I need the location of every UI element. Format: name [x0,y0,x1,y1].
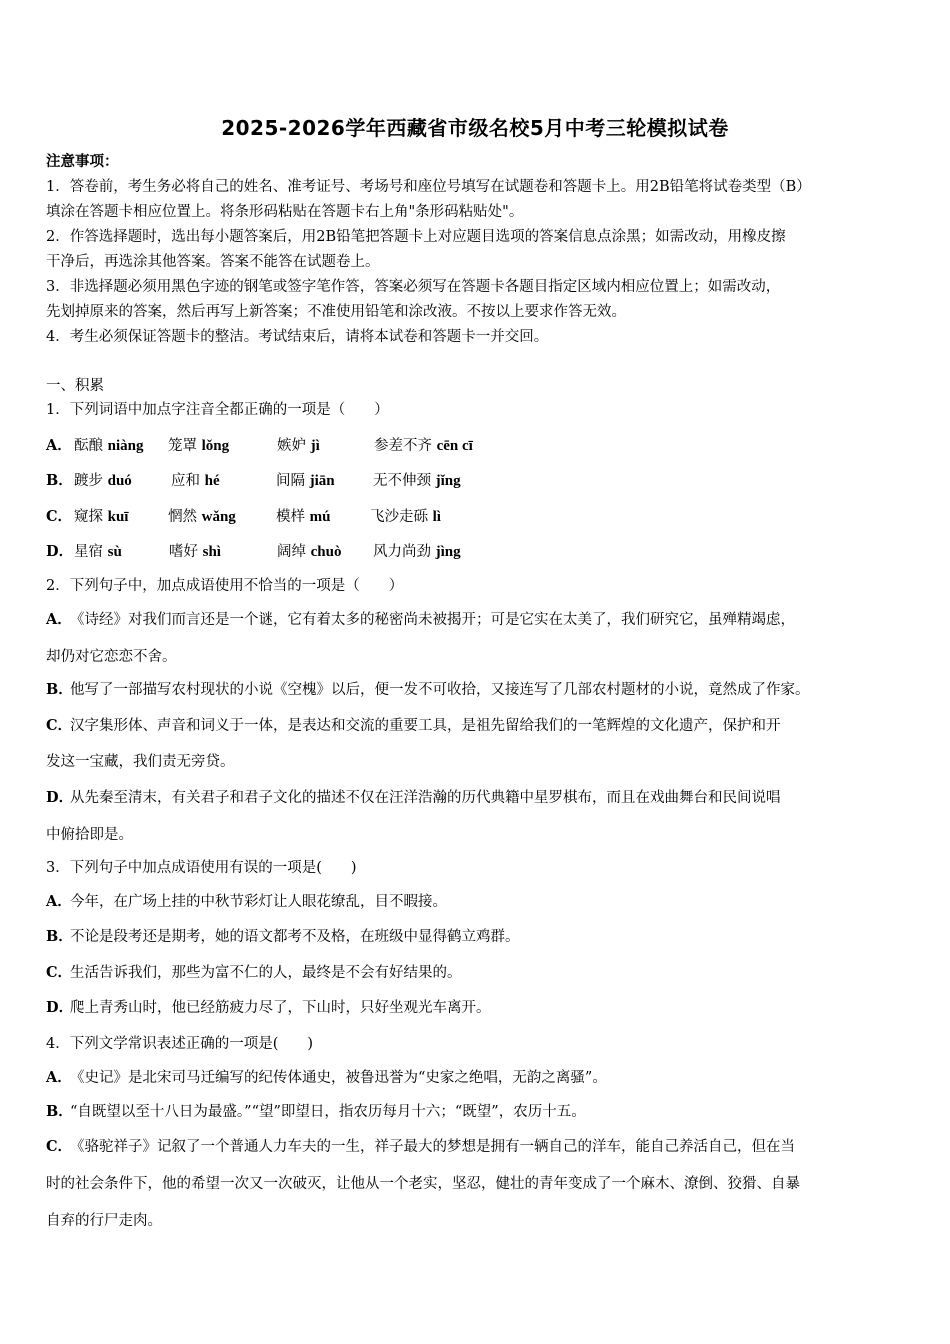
question-3-line: C．生活告诉我们，那些为富不仁的人，最终是不会有好结果的。 [46,964,462,981]
option-word: 风力尚劲 jìng [373,544,461,560]
question-4-line: 时的社会条件下，他的希望一次又一次破灭，让他从一个老实，坚忍，健壮的青年变成了一个麻木、潦倒、狡猾、自暴 [46,1176,800,1192]
option-word: 无不伸颈 jǐng [373,473,461,489]
option-word: 酝酿 niàng [74,438,144,454]
option-word: 惘然 wǎng [168,509,236,525]
question-3-line: D．爬上青秀山时，他已经筋疲力尽了，下山时，只好坐观光车离开。 [46,999,491,1016]
option-word: 参差不齐 cēn cī [374,438,473,454]
question-2-line: 中俯拾即是。 [46,827,133,843]
question-4-line: B．“自既望以至十八日为最盛。”“望”即望日，指农历每月十六；“既望”，农历十五。 [46,1103,586,1120]
option-label: A． [46,437,72,454]
option-label: D． [46,543,74,560]
page-title: 2025-2026学年西藏省市级名校5月中考三轮模拟试卷 [221,116,729,140]
question-2-line: 发这一宝藏，我们责无旁贷。 [46,754,235,770]
question-4-line: A．《史记》是北宋司马迁编写的纪传体通史，被鲁迅誉为“史家之绝唱，无韵之离骚”。 [46,1069,607,1086]
question-3-stem: 3．下列句子中加点成语使用有误的一项是( ) [46,860,357,876]
option-word: 嫉妒 jì [277,438,320,454]
notice-line: 填涂在答题卡相应位置上。将条形码粘贴在答题卡右上角"条形码粘贴处"。 [46,204,524,220]
section-heading: 一、积累 [46,378,104,394]
question-4-line: C．《骆驼祥子》记叙了一个普通人力车夫的一生，祥子最大的梦想是拥有一辆自己的洋车，能自己养活自己，但在当 [46,1138,795,1155]
option-word: 阔绰 chuò [277,544,342,560]
notice-heading: 注意事项： [46,153,119,170]
option-word: 窥探 kuī [74,509,129,525]
option-word: 嗜好 shì [169,544,221,560]
notice-line: 2．作答选择题时，选出每小题答案后，用2B铅笔把答题卡上对应题目选项的答案信息点涂黑；如需改动，用橡皮擦 [46,229,786,245]
question-3-line: A．今年，在广场上挂的中秋节彩灯让人眼花缭乱，目不暇接。 [46,893,447,910]
question-2-line: C．汉字集形体、声音和词义于一体，是表达和交流的重要工具，是祖先留给我们的一笔辉煌的文化遗产，保护和开 [46,717,781,734]
notice-line: 1．答卷前，考生务必将自己的姓名、准考证号、考场号和座位号填写在试题卷和答题卡上。用2B铅笔将试卷类型（B） [46,179,811,195]
question-2-line: B．他写了一部描写农村现状的小说《空槐》以后，便一发不可收拾，又接连写了几部农村题材的小说，竟然成了作家。 [46,681,810,698]
notice-line: 3．非选择题必须用黑色字迹的钢笔或签字笔作答，答案必须写在答题卡各题目指定区域内相应位置上；如需改动， [46,279,781,295]
option-word: 踱步 duó [74,473,132,489]
question-2-stem: 2．下列句子中，加点成语使用不恰当的一项是（ ） [46,578,404,594]
question-4-stem: 4．下列文学常识表述正确的一项是( ) [46,1036,314,1052]
option-word: 星宿 sù [74,544,122,560]
option-word: 模样 mú [276,509,331,525]
option-label: B． [46,472,73,489]
question-2-line: A．《诗经》对我们而言还是一个谜，它有着太多的秘密尚未被揭开；可是它实在太美了，我们研究它，虽殚精竭虑， [46,611,795,628]
question-4-line: 自弃的行尸走肉。 [46,1213,162,1229]
option-word: 飞沙走砾 lì [370,509,441,525]
question-1-stem: 1．下列词语中加点字注音全都正确的一项是（ ） [46,402,389,418]
question-2-line: D．从先秦至清末，有关君子和君子文化的描述不仅在汪洋浩瀚的历代典籍中星罗棋布，而且在戏曲舞台和民间说唱 [46,789,781,806]
option-label: C． [46,508,73,525]
option-word: 应和 hé [171,473,220,489]
question-3-line: B．不论是段考还是期考，她的语文都考不及格，在班级中显得鹤立鸡群。 [46,928,520,945]
option-word: 笼罩 lǒng [168,438,230,454]
notice-line: 先划掉原来的答案，然后再写上新答案；不准使用铅笔和涂改液。不按以上要求作答无效。 [46,304,626,320]
notice-line: 干净后，再选涂其他答案。答案不能答在试题卷上。 [46,254,380,270]
notice-line: 4．考生必须保证答题卡的整洁。考试结束后，请将本试卷和答题卡一并交回。 [46,329,549,345]
question-2-line: 却仍对它恋恋不舍。 [46,649,177,665]
option-word: 间隔 jiān [276,473,335,489]
